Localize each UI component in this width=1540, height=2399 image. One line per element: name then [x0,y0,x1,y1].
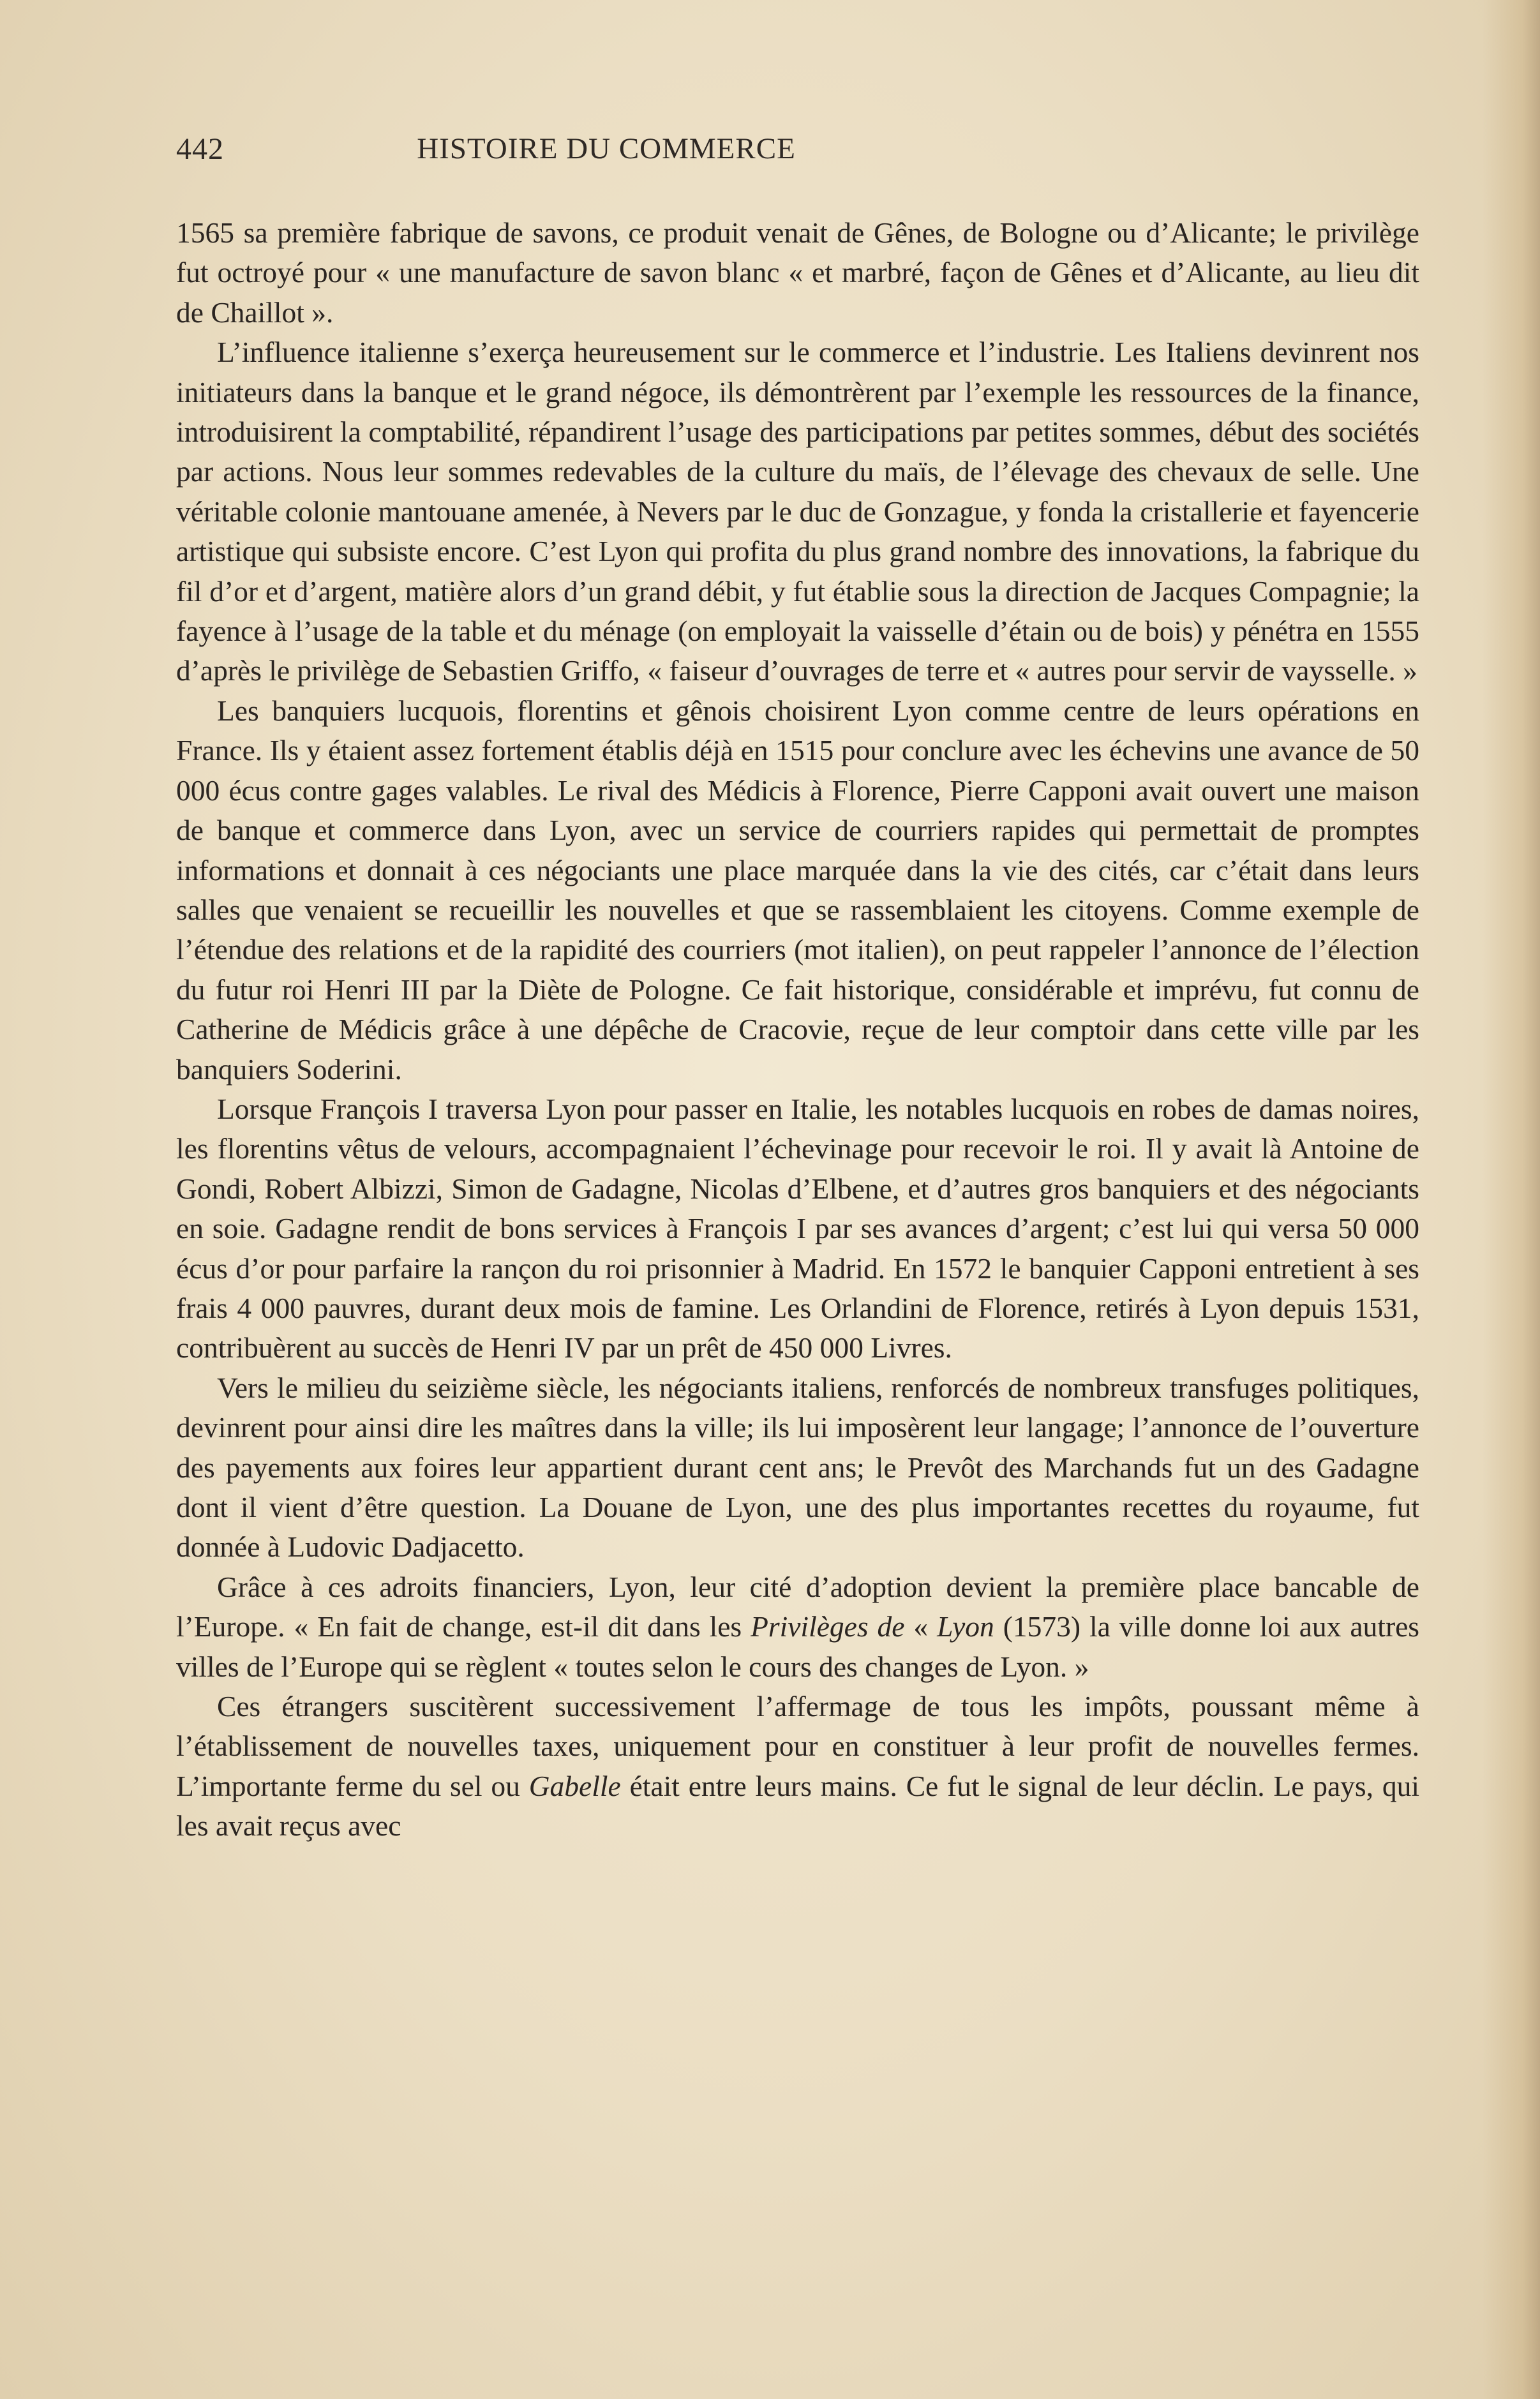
paragraph-6-text-b: « [904,1610,938,1643]
paragraph-6-italic-lyon: Lyon [937,1610,994,1643]
paragraph-3: Les banquiers lucquois, florentins et gênois choisirent Lyon comme centre de leurs opérations en France. Ils y étaient assez fortement établis déjà en 1515 pour conclure avec les échevins une avance de 50 000 écus contre gages valables. Le rival des Médicis à Florence, Pierre Capponi avait ouvert une maison de banque et commerce dans Lyon, avec un service de courriers rapides qui permettait de promptes informations et donnait à ces négociants une place marquée dans la vie des cités, car c’était dans leurs salles que venaient se recueillir les nouvelles et que se rassemblaient les citoyens. Comme exemple de l’étendue des relations et de la rapidité des courriers (mot italien), on peut rappeler l’annonce de l’élection du futur roi Henri III par la Diète de Pologne. Ce fait historique, considérable et imprévu, fut connu de Catherine de Médicis grâce à une dépêche de Cracovie, reçue de leur comptoir dans cette ville par les banquiers Soderini. [176,694,1419,1086]
page-number: 442 [176,132,224,166]
paragraph-2: L’influence italienne s’exerça heureusement sur le commerce et l’industrie. Les Italiens devinrent nos initiateurs dans la banque et le grand négoce, ils démontrèrent par l’exemple les ressources de la finance, introduisirent la comptabilité, répandirent l’usage des participations par petites sommes, début des sociétés par actions. Nous leur sommes redevables de la culture du maïs, de l’élevage des chevaux de selle. Une véritable colonie mantouane amenée, à Nevers par le duc de Gonzague, y fonda la cristallerie et fayencerie artistique qui subsiste encore. C’est Lyon qui profita du plus grand nombre des innovations, la fabrique du fil d’or et d’argent, matière alors d’un grand débit, y fut établie sous la direction de Jacques Compagnie; la fayence à l’usage de la table et du ménage (on employait la vaisselle d’étain ou de bois) y pénétra en 1555 d’après le privilège de Sebastien Griffo, « faiseur d’ouvrages de terre et « autres pour servir de vaysselle. » [176,336,1419,687]
paragraph-6-text-c: (1573) la ville donne loi aux autres villes de l’Europe qui se règlent « toutes selon le cours des changes de Lyon. » [176,1610,1420,1683]
paragraph-7-italic-gabelle: Gabelle [528,1769,621,1802]
paragraph-6 [176,1567,1419,1687]
paragraph-7 [176,1687,1419,1846]
page-edge-shadow [1483,0,1540,2399]
paragraph-7-text-a: Ces étrangers suscitèrent successivement l’affermage de tous les impôts, poussant même à l’établissement de nouvelles taxes, uniquement pour en constituer à leur profit de nouvelles fermes. L’importante ferme du sel ou [176,1690,1419,1802]
paragraph-6-text-a: Grâce à ces adroits financiers, Lyon, leur cité d’adoption devient la première place bancable de l’Europe. « En fait de change, est-il dit dans les [176,1570,1419,1643]
paragraph-5: Vers le milieu du seizième siècle, les négociants italiens, renforcés de nombreux transfuges politiques, devinrent pour ainsi dire les maîtres dans la ville; ils lui imposèrent leur langage; l’annonce de l’ouverture des payements aux foires leur appartient durant cent ans; le Prevôt des Marchands fut un des Gadagne dont il vient d’être question. La Douane de Lyon, une des plus importantes recettes du royaume, fut donnée à Ludovic Dadjacetto. [176,1371,1419,1564]
body-text [176,213,1419,1846]
page-header [176,131,1036,176]
paragraph-6-italic-privileges: Privilèges de [751,1610,905,1643]
running-title: HISTOIRE DU COMMERCE [417,132,796,165]
paragraph-1: 1565 sa première fabrique de savons, ce produit venait de Gênes, de Bologne ou d’Alicante; le privilège fut octroyé pour « une manufacture de savon blanc « et marbré, façon de Gênes et d’Alicante, au lieu dit de Chaillot ». [176,216,1419,329]
paragraph-4: Lorsque François I traversa Lyon pour passer en Italie, les notables lucquois en robes de damas noires, les florentins vêtus de velours, accompagnaient l’échevinage pour recevoir le roi. Il y avait là Antoine de Gondi, Robert Albizzi, Simon de Gadagne, Nicolas d’Elbene, et d’autres gros banquiers et des négociants en soie. Gadagne rendit de bons services à François I par ses avances d’argent; c’est lui qui versa 50 000 écus d’or pour parfaire la rançon du roi prisonnier à Madrid. En 1572 le banquier Capponi entretient à ses frais 4 000 pauvres, durant deux mois de famine. Les Orlandini de Florence, retirés à Lyon depuis 1531, contribuèrent au succès de Henri IV par un prêt de 450 000 Livres. [176,1092,1419,1364]
paragraph-7-text-b: était entre leurs mains. Ce fut le signal de leur déclin. Le pays, qui les avait reçus avec [176,1769,1419,1842]
